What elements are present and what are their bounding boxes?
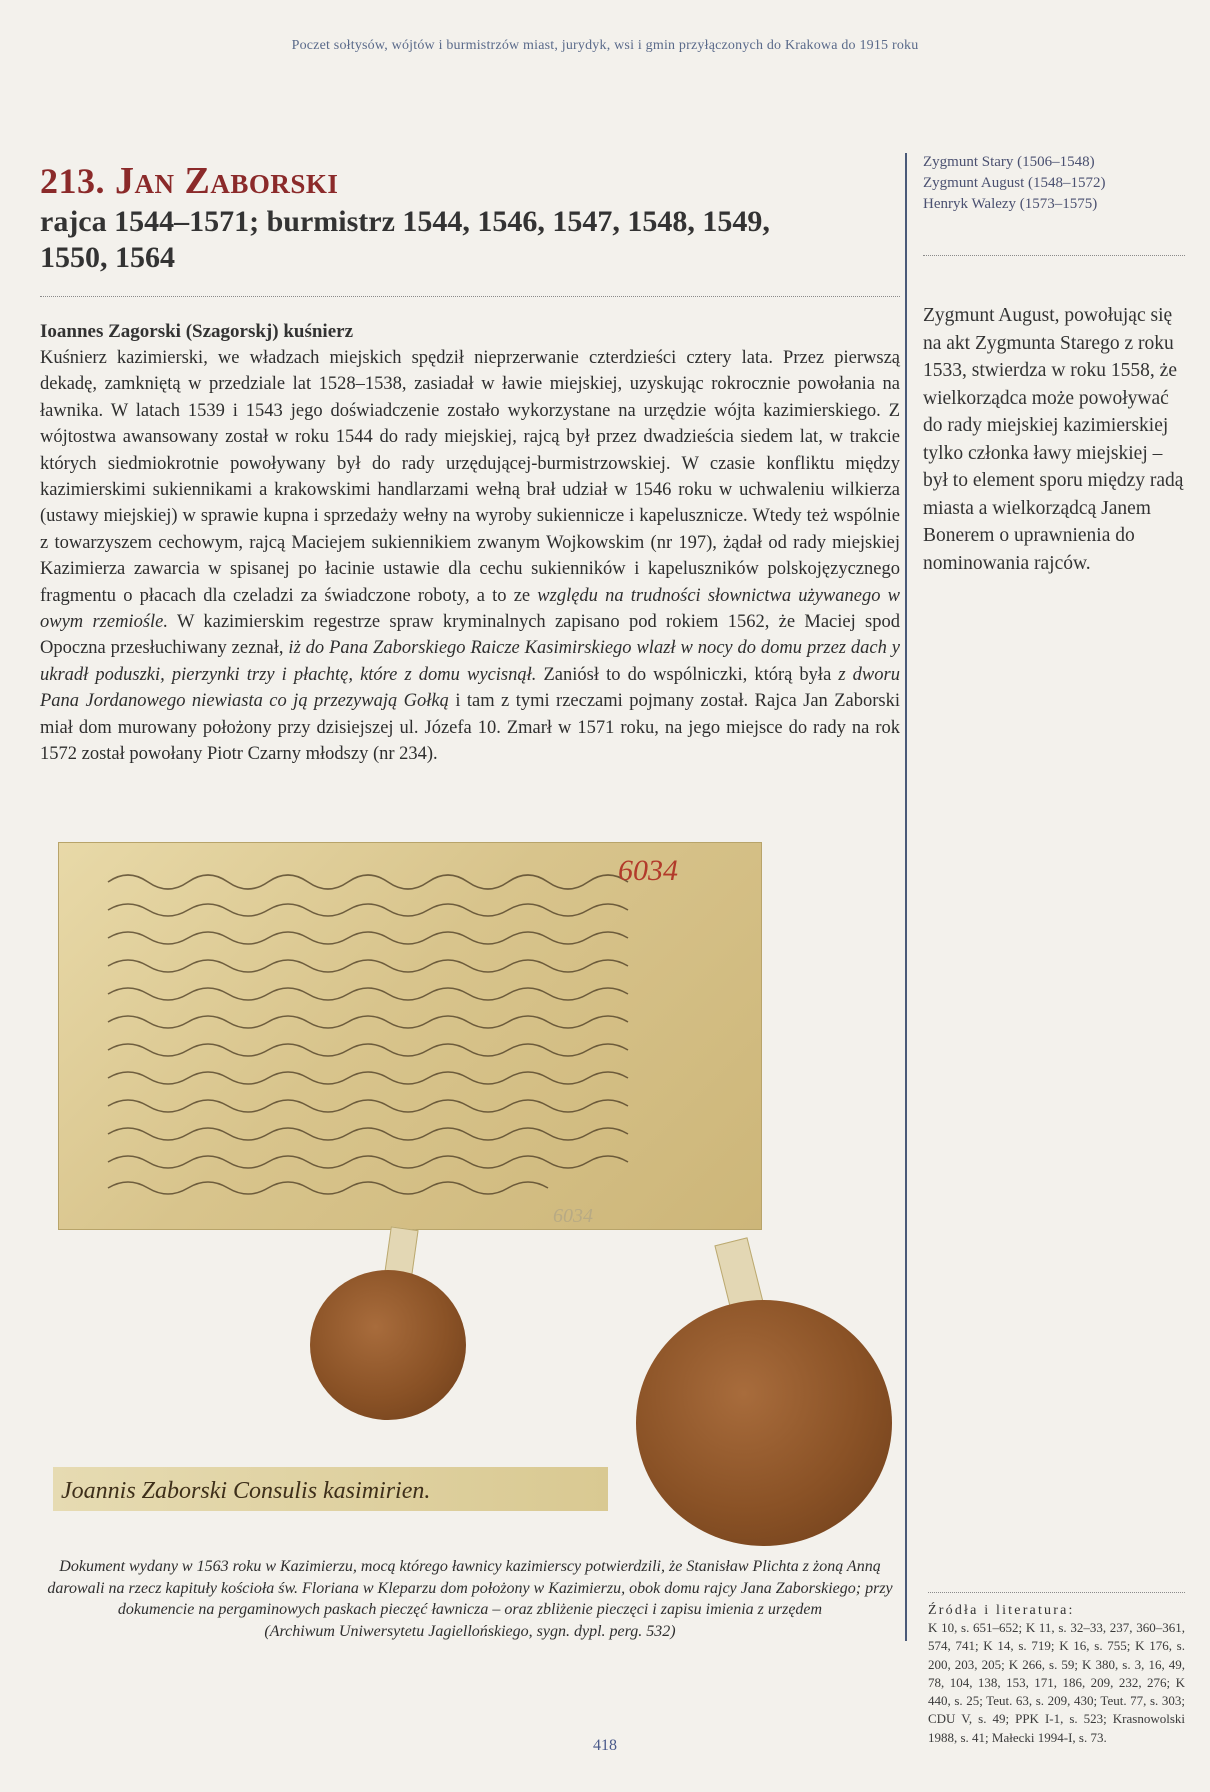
title-divider [40, 296, 900, 297]
wax-seal-left [310, 1270, 466, 1420]
entry-name: Jan Zaborski [115, 160, 339, 202]
latin-name: Ioannes Zagorski (Szagorskj) kuśnierz [40, 321, 353, 342]
sidebar [923, 152, 1185, 577]
entry-main [40, 158, 900, 768]
biography-text [40, 345, 900, 768]
catalog-number-faint: 6034 [553, 1205, 593, 1227]
bio-part-1: Kuśnierz kazimierski, we władzach miejskich spędził nieprzerwanie czterdzieści cztery lata. Przez pierwszą dekadę, zamkniętą w przedziale lat 1528–1538, zasiadał w ławie miejskiej, uzyskując rokrocznie powołania na ławnika. W latach 1539 i 1543 jego doświadczenie zostało wykorzystane na urzędzie wójta kazimierskiego. Z wójtostwa awansowany został w roku 1544 do rady miejskiej, rajcą był przez dwadzieścia siedem lat, w trakcie których siedmiokrotnie powoływany był do rady urzędującej-burmistrzowskiej. W czasie konfliktu między kazimierskimi sukiennikami a krakowskimi handlarzami wełną brał udział w 1546 roku w uchwaleniu wilkierza (ustawy miejskiej) w sprawie kupna i sprzedaży wełny na wyroby sukiennicze i kapelusznicze. Wtedy też wspólnie z towarzyszem cechowym, rajcą Maciejem sukiennikiem zwanym Wojkowskim (nr 197), żądał od rady miejskiej Kazimierza zawarcia w spisanej po łacinie ustawie dla cechu sukienników i kapeluszników polskojęzycznego fragmentu o płacach dla czeladzi za świadczone roboty, a to ze [40, 348, 900, 606]
caption-source: (Archiwum Uniwersytetu Jagiellońskiego, sygn. dypl. perg. 532) [264, 1622, 676, 1640]
entry-number: 213. [40, 161, 105, 201]
parchment-document-image [58, 842, 762, 1230]
reign-item: Zygmunt Stary (1506–1548) [923, 154, 1095, 170]
wax-seal-right-closeup [636, 1300, 892, 1546]
sources-text: K 10, s. 651–652; K 11, s. 32–33, 237, 360–361, 574, 741; K 14, s. 719; K 16, s. 755; K 176, s. 200, 203, 205; K 266, s. 59; K 380, s. 3, 16, 49, 78, 104, 138, 153, 171, 186, 209, 232, 276; K 440, s. 25; Teut. 63, s. 209, 430; Teut. 77, s. 303; CDU V, s. 49; PPK I-1, s. 523; Krasnowolski 1988, s. 41; Małecki 1994-I, s. 73. [928, 1620, 1185, 1745]
caption-text: Dokument wydany w 1563 roku w Kazimierzu, mocą którego ławnicy kazimierscy potwierdzili, że Stanisław Plichta z żoną Anną darowali na rzecz kapituły kościoła św. Floriana w Kleparzu dom położony w Kazimierzu, obok domu rajcy Jana Zaborskiego; przy dokumencie na pergaminowych paskach pieczęć ławnicza – oraz zbliżenie pieczęci i zapisu imienia z urzędem [47, 1558, 893, 1618]
entry-offices-line2: 1550, 1564 [40, 241, 175, 274]
sidebar-divider [923, 255, 1185, 256]
excerpt-script [53, 1467, 608, 1511]
reign-item: Henryk Walezy (1573–1575) [923, 196, 1098, 212]
sources-heading: Źródła i literatura: [928, 1603, 1075, 1618]
bio-part-2: W kazimierskim regestrze spraw kryminalnych zapisano pod rokiem 1562, że Maciej spod Opoczna przesłuchiwany zeznał, [40, 612, 900, 659]
bio-quote-2: iż do Pana Zaborskiego Raicze Kasimirskiego wlazł w nocy do domu przez dach y ukradł poduszki, pierzynki trzy i płachtę, które z domu wycisnął. [40, 638, 900, 685]
catalog-number-red: 6034 [618, 854, 678, 887]
bio-part-4: i tam z tymi rzeczami pojmany został. Rajca Jan Zaborski miał dom murowany położony przy dzisiejszej ul. Józefa 10. Zmarł w 1571 roku, na jego miejsce do rady na rok 1572 został powołany Piotr Czarny młodszy (nr 234). [40, 691, 900, 765]
bio-part-3: Zaniósł to do wspólniczki, którą była [536, 664, 832, 685]
figure-caption [40, 1556, 900, 1642]
sidebar-note: Zygmunt August, powołując się na akt Zygmunta Starego z roku 1533, stwierdza w roku 1558, że wielkorządca może powoływać do rady miejskiej kazimierskiej tylko członka ławy miejskiej – był to element sporu między radą miasta a wielkorządcą Janem Bonerem o uprawnienia do nominowania rajców. [923, 305, 1184, 574]
entry-title [40, 158, 900, 204]
page-number: 418 [593, 1737, 617, 1754]
sources-block [928, 1592, 1185, 1747]
reigns-list [923, 152, 1185, 215]
bio-quote-1: względu na trudności słownictwa używanego w owym rzemiośle. [40, 585, 900, 633]
column-rule [905, 153, 907, 1641]
reign-item: Zygmunt August (1548–1572) [923, 175, 1106, 191]
bio-quote-3: z dworu Pana Jordanowego niewiasta co ją przezywają Gołką [40, 664, 900, 712]
entry-offices-line1: rajca 1544–1571; burmistrz 1544, 1546, 1547, 1548, 1549, [40, 205, 770, 238]
excerpt-text: Joannis Zaborski Consulis kasimirien. [61, 1478, 431, 1504]
handwriting-excerpt-image [53, 1467, 608, 1511]
handwriting-lines [58, 842, 762, 1230]
sources-divider [928, 1592, 1185, 1593]
running-head: Poczet sołtysów, wójtów i burmistrzów miast, jurydyk, wsi i gmin przyłączonych do Krakowa do 1915 roku [291, 38, 919, 53]
